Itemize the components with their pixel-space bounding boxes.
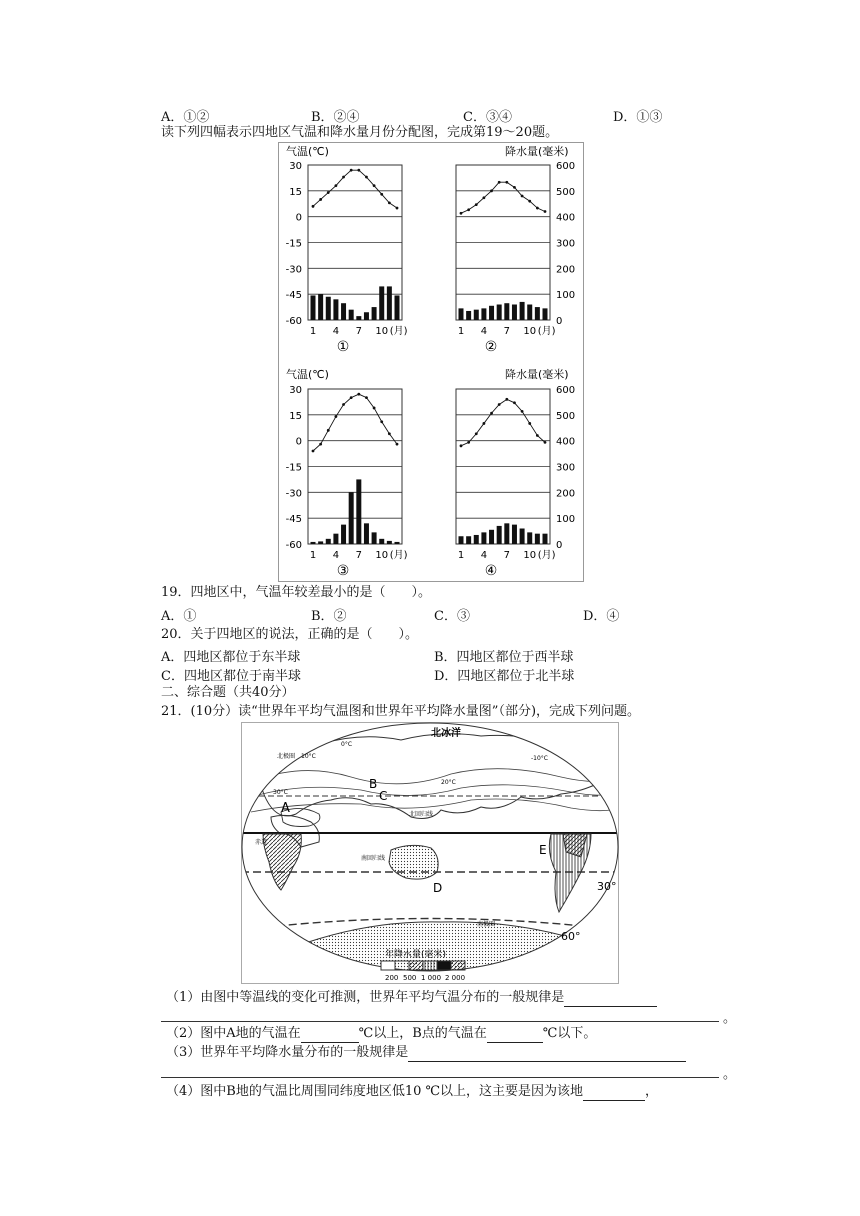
q21-part1-row	[166, 989, 657, 1007]
temp-point	[483, 196, 486, 199]
precip-bar	[474, 535, 479, 544]
precip-tick-label: 600	[556, 385, 576, 396]
precip-bar	[535, 307, 540, 320]
month-tick-label: 10	[523, 326, 537, 337]
q21-part4-text: （4）图中B地的气温比周围同纬度地区低10 ℃以上，这主要是因为该地	[166, 1084, 584, 1099]
q21-part4-comma: ，	[645, 1084, 659, 1099]
precip-bar	[497, 526, 502, 544]
month-tick-label: 10	[375, 326, 389, 337]
precip-bar	[489, 530, 494, 544]
temp-point	[513, 186, 516, 189]
precip-bar	[543, 534, 548, 544]
isotherm-label-0: 0°C	[341, 741, 353, 748]
q21-part3-blank[interactable]	[408, 1047, 686, 1062]
temp-point	[388, 201, 391, 204]
isotherm-label-30: 30°C	[273, 789, 288, 796]
month-tick-label: 1	[457, 550, 465, 561]
precip-bar	[520, 529, 525, 545]
precip-bar	[311, 295, 316, 320]
legend-value-2000: 2 000	[445, 974, 466, 982]
q19-option-a: A．①	[161, 609, 197, 624]
temp-tick-label: -30	[285, 264, 302, 276]
temp-point	[342, 403, 345, 406]
temp-point	[521, 195, 524, 198]
precip-bar	[356, 479, 361, 544]
precip-bar	[395, 542, 400, 544]
temp-point	[342, 176, 345, 179]
temp-point	[467, 208, 470, 211]
point-c-label: C	[379, 789, 388, 803]
q19-option-d: D．④	[583, 609, 620, 624]
temp-point	[513, 401, 516, 404]
precip-bar	[489, 306, 494, 320]
temp-point	[483, 422, 486, 425]
precip-bar	[356, 316, 361, 320]
temp-tick-label: -60	[285, 540, 302, 551]
precip-bar	[466, 536, 471, 544]
q18-option-c: C．③④	[463, 110, 512, 125]
q21-part3-text: （3）世界年平均降水量分布的一般规律是	[166, 1045, 409, 1060]
precip-bar	[527, 305, 532, 321]
temp-point	[505, 398, 508, 401]
temp-point	[319, 198, 322, 201]
month-tick-label: 7	[503, 550, 511, 561]
month-tick-label: 4	[480, 326, 488, 337]
month-tick-label: 4	[332, 550, 340, 561]
temp-tick-label: -15	[285, 462, 302, 474]
temp-point	[396, 207, 399, 210]
precip-axis-title-lower: 降水量(毫米)	[505, 368, 569, 381]
q21-part4-row	[166, 1083, 658, 1101]
q21-part3-answer-line[interactable]	[161, 1077, 719, 1078]
point-d-label: D	[433, 881, 443, 895]
temp-point	[373, 184, 376, 187]
precip-legend	[381, 961, 465, 970]
temp-point	[380, 193, 383, 196]
temp-point	[365, 176, 368, 179]
q21-part2-text-a: （2）图中A地的气温在	[166, 1026, 301, 1041]
precip-bar	[395, 295, 400, 320]
precip-bar	[504, 303, 509, 320]
lat-30-label: 30°	[597, 880, 617, 893]
temp-tick-label: 15	[289, 186, 302, 198]
q21-part2-text-b: ℃以上，B点的气温在	[358, 1026, 487, 1041]
temp-point	[490, 189, 493, 192]
temp-axis-title-lower: 气温(℃)	[286, 368, 329, 381]
temp-axis-title: 气温(℃)	[286, 145, 329, 158]
precip-bar	[527, 532, 532, 544]
legend-value-500: 500	[403, 974, 417, 982]
temp-point	[521, 410, 524, 413]
temp-tick-label: -15	[285, 238, 302, 250]
lat-60-label: 60°	[561, 930, 581, 943]
precip-tick-label: 200	[556, 488, 576, 500]
temp-point	[528, 422, 531, 425]
q18-option-b: B．②④	[311, 110, 360, 125]
temp-tick-label: -60	[285, 316, 302, 327]
climate-charts	[278, 142, 584, 582]
precip-bar	[379, 539, 384, 544]
temp-tick-label: 15	[289, 410, 302, 422]
temp-point	[460, 444, 463, 447]
month-tick-label: 7	[503, 326, 511, 337]
month-tick-label: 1	[309, 326, 317, 337]
section-2-heading: 二、综合题（共40分）	[161, 685, 295, 700]
panel-label: ④	[484, 563, 498, 579]
q21-part2-blank-a[interactable]	[301, 1028, 359, 1043]
q21-part4-blank[interactable]	[583, 1086, 645, 1101]
q20-option-a: A．四地区都位于东半球	[161, 650, 301, 665]
month-tick-label: 4	[332, 326, 340, 337]
temp-point	[498, 181, 501, 184]
temp-point	[388, 432, 391, 435]
antarctic-circle-label: 南极圈	[477, 921, 496, 928]
q19-option-b: B．②	[311, 609, 347, 624]
precip-tick-label: 200	[556, 264, 576, 276]
equator-label: 赤道	[255, 839, 268, 846]
precip-bar	[481, 308, 486, 320]
precip-bar	[387, 286, 392, 320]
precip-bar	[341, 303, 346, 320]
precip-axis-title: 降水量(毫米)	[505, 145, 569, 158]
panel-label: ②	[484, 339, 498, 355]
q21-part3-row	[166, 1044, 686, 1062]
precip-bar	[387, 541, 392, 544]
temp-tick-label: 0	[295, 436, 302, 448]
precip-bar	[372, 307, 377, 320]
temp-point	[350, 396, 353, 399]
q21-part2-blank-b[interactable]	[487, 1028, 543, 1043]
precip-bar	[543, 308, 548, 320]
precip-bar	[364, 312, 369, 320]
precip-tick-label: 600	[556, 161, 576, 172]
q20-stem: 20．关于四地区的说法，正确的是（ ）。	[161, 627, 419, 642]
temp-point	[505, 181, 508, 184]
panel-label: ③	[336, 563, 350, 579]
q21-part3-period: 。	[723, 1067, 737, 1082]
q18-option-d: D．①③	[613, 110, 663, 125]
arctic-circle-label: 北极圈	[277, 753, 296, 760]
temp-point	[373, 407, 376, 410]
month-tick-label: 10	[523, 550, 537, 561]
q18-option-a: A．①②	[161, 110, 210, 125]
q21-part2-row	[166, 1025, 596, 1043]
isotherm-label-minus10: -10°C	[531, 755, 548, 762]
month-unit-label: (月)	[389, 326, 408, 337]
temp-point	[335, 184, 338, 187]
tropic-capricorn-label: 南回归线	[361, 855, 386, 862]
temp-point	[536, 434, 539, 437]
precip-tick-label: 500	[556, 186, 576, 198]
precip-bar	[535, 534, 540, 544]
temp-point	[380, 420, 383, 423]
point-a-label: A	[281, 801, 290, 816]
q21-part1-blank[interactable]	[564, 992, 657, 1007]
precip-bar	[318, 294, 323, 320]
month-tick-label: 1	[457, 326, 465, 337]
precip-tick-label: 0	[556, 540, 563, 551]
precip-bar	[497, 305, 502, 321]
precip-tick-label: 300	[556, 462, 576, 474]
temp-tick-label: 30	[289, 161, 302, 172]
tropic-cancer-label: 北回归线	[409, 811, 434, 818]
q20-option-c: C．四地区都位于南半球	[161, 669, 301, 684]
temp-tick-label: -45	[285, 514, 302, 526]
precip-bar	[372, 532, 377, 544]
legend-title: 年降水量(毫米)	[385, 950, 447, 960]
legend-value-1000: 1 000	[421, 974, 442, 982]
precip-bar	[333, 299, 338, 320]
temp-point	[544, 441, 547, 444]
temp-point	[536, 207, 539, 210]
point-b-label: B	[369, 777, 378, 791]
isotherm-label-10: 10°C	[301, 753, 316, 760]
temp-point	[319, 443, 322, 446]
precip-bar	[512, 305, 517, 321]
temp-point	[475, 203, 478, 206]
temp-point	[357, 393, 360, 396]
month-tick-label: 10	[375, 550, 389, 561]
temp-point	[544, 210, 547, 213]
intro-19-20: 读下列四幅表示四地区气温和降水量月份分配图，完成第19～20题。	[161, 125, 559, 140]
temp-point	[460, 212, 463, 215]
precip-bar	[504, 523, 509, 544]
precip-tick-label: 100	[556, 514, 576, 526]
temp-tick-label: 0	[295, 212, 302, 224]
temp-point	[365, 396, 368, 399]
precip-bar	[459, 536, 464, 544]
temp-tick-label: -30	[285, 488, 302, 500]
temp-tick-label: -45	[285, 290, 302, 302]
temp-point	[396, 443, 399, 446]
precip-bar	[318, 541, 323, 544]
month-unit-label: (月)	[537, 326, 556, 337]
world-climate-map	[241, 722, 619, 984]
month-unit-label: (月)	[537, 550, 556, 561]
precip-bar	[520, 302, 525, 320]
precip-tick-label: 500	[556, 410, 576, 422]
arctic-ocean-label: 北冰洋	[431, 728, 461, 739]
temp-point	[335, 415, 338, 418]
precip-tick-label: 0	[556, 316, 563, 327]
precip-bar	[326, 297, 331, 320]
q19-stem: 19．四地区中，气温年较差最小的是（ ）。	[161, 585, 432, 600]
point-e-label: E	[539, 843, 547, 857]
precip-bar	[341, 525, 346, 544]
q21-stem: 21．(10分）读“世界年平均气温图和世界年平均降水量图”（部分)，完成下列问题。	[161, 704, 641, 719]
temp-point	[475, 432, 478, 435]
precip-tick-label: 400	[556, 212, 576, 224]
temp-point	[490, 412, 493, 415]
month-unit-label: (月)	[389, 550, 408, 561]
month-tick-label: 7	[355, 326, 363, 337]
precip-bar	[333, 534, 338, 544]
q20-option-b: B．四地区都位于西半球	[434, 650, 574, 665]
precip-bar	[311, 542, 316, 544]
temp-point	[528, 200, 531, 203]
legend-value-200: 200	[385, 974, 399, 982]
precip-tick-label: 400	[556, 436, 576, 448]
precip-bar	[349, 492, 354, 544]
precip-bar	[481, 532, 486, 544]
temp-point	[467, 441, 470, 444]
precip-bar	[459, 308, 464, 320]
temp-point	[327, 429, 330, 432]
q19-option-c: C．③	[434, 609, 470, 624]
temp-point	[327, 191, 330, 194]
temp-point	[350, 169, 353, 172]
precip-bar	[364, 523, 369, 544]
q21-part1-answer-line[interactable]	[161, 1021, 719, 1022]
temp-point	[312, 205, 315, 208]
q21-part1-period: 。	[723, 1011, 737, 1026]
q21-part1-text: （1）由图中等温线的变化可推测，世界年平均气温分布的一般规律是	[166, 990, 565, 1005]
temp-point	[312, 450, 315, 453]
precip-tick-label: 100	[556, 290, 576, 302]
temp-point	[498, 403, 501, 406]
precip-tick-label: 300	[556, 238, 576, 250]
month-tick-label: 7	[355, 550, 363, 561]
q20-option-d: D．四地区都位于北半球	[434, 669, 575, 684]
precip-bar	[326, 539, 331, 544]
precip-bar	[512, 525, 517, 544]
precip-bar	[379, 286, 384, 320]
month-tick-label: 4	[480, 550, 488, 561]
month-tick-label: 1	[309, 550, 317, 561]
panel-label: ①	[336, 339, 350, 355]
precip-bar	[474, 310, 479, 320]
precip-bar	[349, 310, 354, 320]
q21-part2-text-c: ℃以下。	[542, 1026, 597, 1041]
temp-point	[357, 169, 360, 172]
isotherm-label-20: 20°C	[441, 779, 456, 786]
precip-bar	[466, 311, 471, 320]
temp-tick-label: 30	[289, 385, 302, 396]
